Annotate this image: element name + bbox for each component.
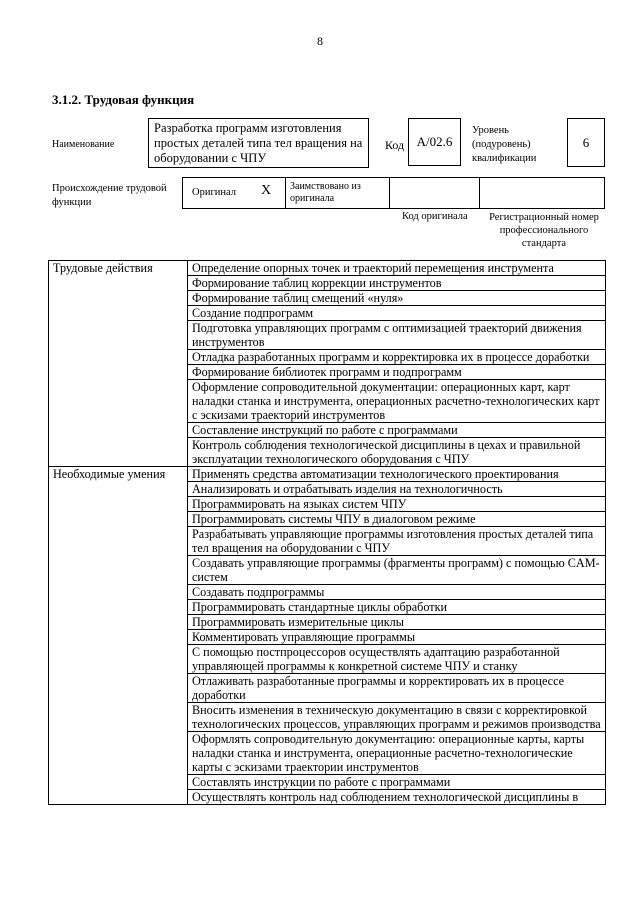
labor-action-item: Формирование библиотек программ и подпрограмм bbox=[188, 365, 606, 380]
original-cell bbox=[182, 178, 286, 208]
level-label-line-3: квалификации bbox=[472, 153, 537, 164]
function-name-box: Разработка программ изготовления простых деталей типа тел вращения на оборудовании с ЧПУ bbox=[148, 118, 369, 168]
table-row bbox=[49, 261, 606, 276]
skill-item: Программировать на языках систем ЧПУ bbox=[188, 497, 606, 512]
function-table bbox=[48, 260, 606, 805]
origin-label bbox=[52, 182, 167, 210]
table-row bbox=[49, 467, 606, 482]
skill-item: Комментировать управляющие программы bbox=[188, 630, 606, 645]
qualification-level-label bbox=[472, 124, 536, 166]
labor-action-item: Создание подпрограмм bbox=[188, 306, 606, 321]
section-title: 3.1.2. Трудовая функция bbox=[52, 92, 195, 107]
labor-action-item: Контроль соблюдения технологической дисциплины в цехах и правильной эксплуатации технологического оборудования с ЧПУ bbox=[188, 438, 606, 467]
reg-caption-line-1: Регистрационный номер bbox=[489, 212, 599, 223]
skill-item: Программировать измерительные циклы bbox=[188, 615, 606, 630]
page-number: 8 bbox=[317, 34, 323, 48]
skill-item: Программировать стандартные циклы обработки bbox=[188, 600, 606, 615]
code-value-box: А/02.6 bbox=[408, 118, 461, 166]
labor-action-item: Составление инструкций по работе с программами bbox=[188, 423, 606, 438]
skill-item: Вносить изменения в техническую документацию в связи с корректировкой технологических процессов, управляющих программ и режимов производства bbox=[188, 703, 606, 732]
code-label: Код bbox=[385, 138, 405, 152]
labor-action-item: Отладка разработанных программ и корректировка их в процессе доработки bbox=[188, 350, 606, 365]
skill-item: Программировать системы ЧПУ в диалоговом режиме bbox=[188, 512, 606, 527]
skill-item: Создавать управляющие программы (фрагменты программ) с помощью CAM-систем bbox=[188, 556, 606, 585]
level-label-line-2: (подуровень) bbox=[472, 139, 531, 150]
skill-item: Создавать подпрограммы bbox=[188, 585, 606, 600]
skills-heading: Необходимые умения bbox=[49, 467, 188, 805]
original-label: Оригинал bbox=[192, 187, 236, 198]
labor-action-item: Формирование таблиц смещений «нуля» bbox=[188, 291, 606, 306]
skill-item: Оформлять сопроводительную документацию: операционные карты, карты наладки станка и инструмента, операционные расчетно-технологические карты с эскизами траектории инструментов bbox=[188, 732, 606, 775]
labor-action-item: Определение опорных точек и траекторий перемещения инструмента bbox=[188, 261, 606, 276]
borrowed-label-line-2: оригинала bbox=[290, 193, 335, 204]
skill-item: Применять средства автоматизации технологического проектирования bbox=[188, 467, 606, 482]
qualification-level-box: 6 bbox=[567, 118, 605, 167]
registration-number-cell bbox=[480, 178, 605, 208]
borrowed-cell bbox=[286, 178, 390, 208]
registration-number-caption bbox=[482, 211, 606, 250]
skill-item: Отлаживать разработанные программы и корректировать их в процессе доработки bbox=[188, 674, 606, 703]
skill-item: Осуществлять контроль над соблюдением технологической дисциплины в bbox=[188, 790, 606, 805]
borrowed-label bbox=[290, 181, 361, 205]
origin-row bbox=[182, 177, 605, 209]
name-label: Наименование bbox=[52, 139, 115, 150]
skill-item: Составлять инструкции по работе с программами bbox=[188, 775, 606, 790]
labor-actions-heading: Трудовые действия bbox=[49, 261, 188, 467]
borrowed-label-line-1: Заимствовано из bbox=[290, 181, 361, 192]
code-original-caption: Код оригинала bbox=[402, 211, 468, 222]
level-label-line-1: Уровень bbox=[472, 125, 509, 136]
origin-label-line-2: функции bbox=[52, 197, 92, 208]
labor-action-item: Подготовка управляющих программ с оптимизацией траекторий движения инструментов bbox=[188, 321, 606, 350]
labor-action-item: Формирование таблиц коррекции инструментов bbox=[188, 276, 606, 291]
skill-item: С помощью постпроцессоров осуществлять адаптацию разработанной управляющей программы к конкретной системе ЧПУ и станку bbox=[188, 645, 606, 674]
reg-caption-line-2: профессионального bbox=[499, 225, 589, 236]
origin-label-line-1: Происхождение трудовой bbox=[52, 183, 167, 194]
original-mark: X bbox=[261, 183, 272, 198]
original-code-cell bbox=[390, 178, 480, 208]
skill-item: Анализировать и отрабатывать изделия на технологичность bbox=[188, 482, 606, 497]
reg-caption-line-3: стандарта bbox=[521, 238, 567, 249]
labor-action-item: Оформление сопроводительной документации: операционных карт, карт наладки станка и инструмента, операционных расчетно-технологических карт с эскизами траекторий инструментов bbox=[188, 380, 606, 423]
skill-item: Разрабатывать управляющие программы изготовления простых деталей типа тел вращения на оборудовании с ЧПУ bbox=[188, 527, 606, 556]
